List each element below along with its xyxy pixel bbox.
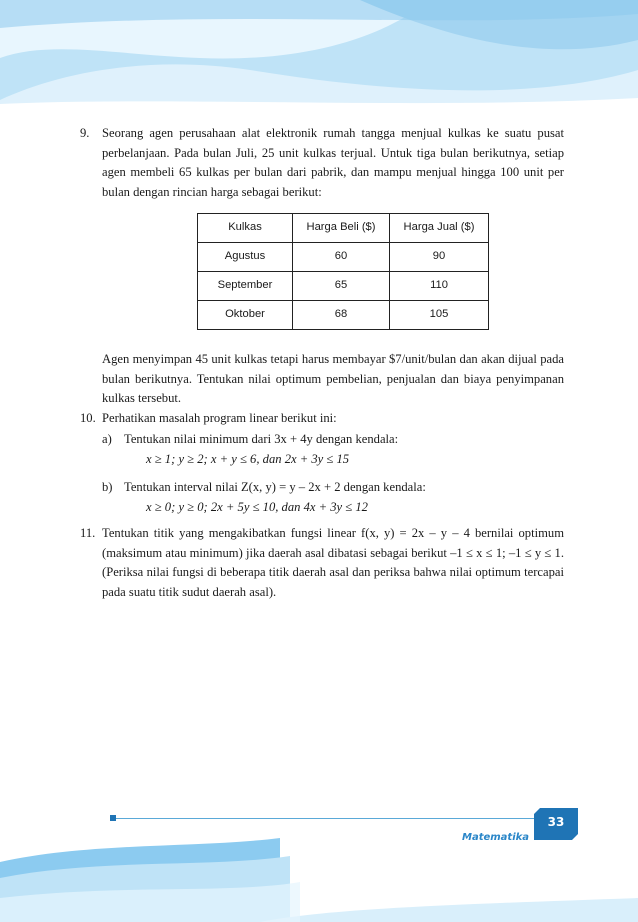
problem-10-part-a (102, 430, 564, 469)
footer-rule (116, 818, 534, 819)
problem-10 (80, 409, 564, 518)
page-number: 33 (547, 815, 565, 829)
table-cell: Agustus (198, 243, 293, 272)
price-table (197, 213, 489, 330)
problem-11 (80, 524, 564, 602)
table-row (198, 301, 489, 330)
exercise-content (80, 124, 564, 602)
table-cell: 65 (293, 272, 390, 301)
table-cell: 90 (390, 243, 489, 272)
table-row (198, 243, 489, 272)
table-row (198, 272, 489, 301)
footer-banner (0, 838, 638, 922)
problem-9 (80, 124, 564, 409)
part-text: Tentukan interval nilai Z(x, y) = y – 2x + 2 dengan kendala: (124, 480, 426, 494)
problem-text: Tentukan titik yang mengakibatkan fungsi linear f(x, y) = 2x – y – 4 bernilai optimum (maksimum atau minimum) jika daerah asal dibatasi sebagai berikut –1 ≤ x ≤ 1; –1 ≤ y ≤ 1. (Periksa nilai fungsi di beberapa titik daerah asal dan periksa bahwa nilai optimum tercapai pada suatu titik sudut daerah asal). (102, 526, 564, 599)
table-cell: 105 (390, 301, 489, 330)
table-cell: 60 (293, 243, 390, 272)
problem-number: 11. (80, 526, 96, 540)
constraint-line: x ≥ 1; y ≥ 2; x + y ≤ 6, dan 2x + 3y ≤ 15 (146, 451, 350, 466)
header-banner (0, 0, 638, 120)
problem-number: 10. (80, 410, 96, 425)
problem-number: 9. (80, 126, 90, 140)
problem-text: Perhatikan masalah program linear berikut ini: (102, 410, 337, 425)
problem-text: Seorang agen perusahaan alat elektronik rumah tangga menjual kulkas ke suatu pusat perbelanjaan. Pada bulan Juli, 25 unit kulkas terjual. Untuk tiga bulan berikutnya, setiap agen membeli 65 kulkas per bulan dari pabrik, dan mampu menjual hingga 100 unit per bulan dengan rincian harga sebagai berikut: (102, 126, 564, 199)
constraint-line: x ≥ 0; y ≥ 0; 2x + 5y ≤ 10, dan 4x + 3y ≤ 12 (146, 499, 368, 514)
table-cell: September (198, 272, 293, 301)
table-header: Harga Jual ($) (390, 214, 489, 243)
page-number-badge (534, 808, 578, 840)
table-cell: 68 (293, 301, 390, 330)
table-header: Kulkas (198, 214, 293, 243)
table-cell: 110 (390, 272, 489, 301)
footer-subject: Matematika (462, 832, 530, 843)
part-text: Tentukan nilai minimum dari 3x + 4y dengan kendala: (124, 432, 399, 446)
part-label: b) (102, 480, 113, 494)
part-label: a) (102, 432, 112, 446)
table-header-row (198, 214, 489, 243)
table-cell: Oktober (198, 301, 293, 330)
table-header: Harga Beli ($) (293, 214, 390, 243)
problem-10-part-b (102, 478, 564, 517)
problem-9-followup: Agen menyimpan 45 unit kulkas tetapi harus membayar $7/unit/bulan dan akan dijual pada bulan berikutnya. Tentukan nilai optimum pembelian, penjualan dan biaya penyimpanan kulkas tersebut. (102, 352, 564, 405)
